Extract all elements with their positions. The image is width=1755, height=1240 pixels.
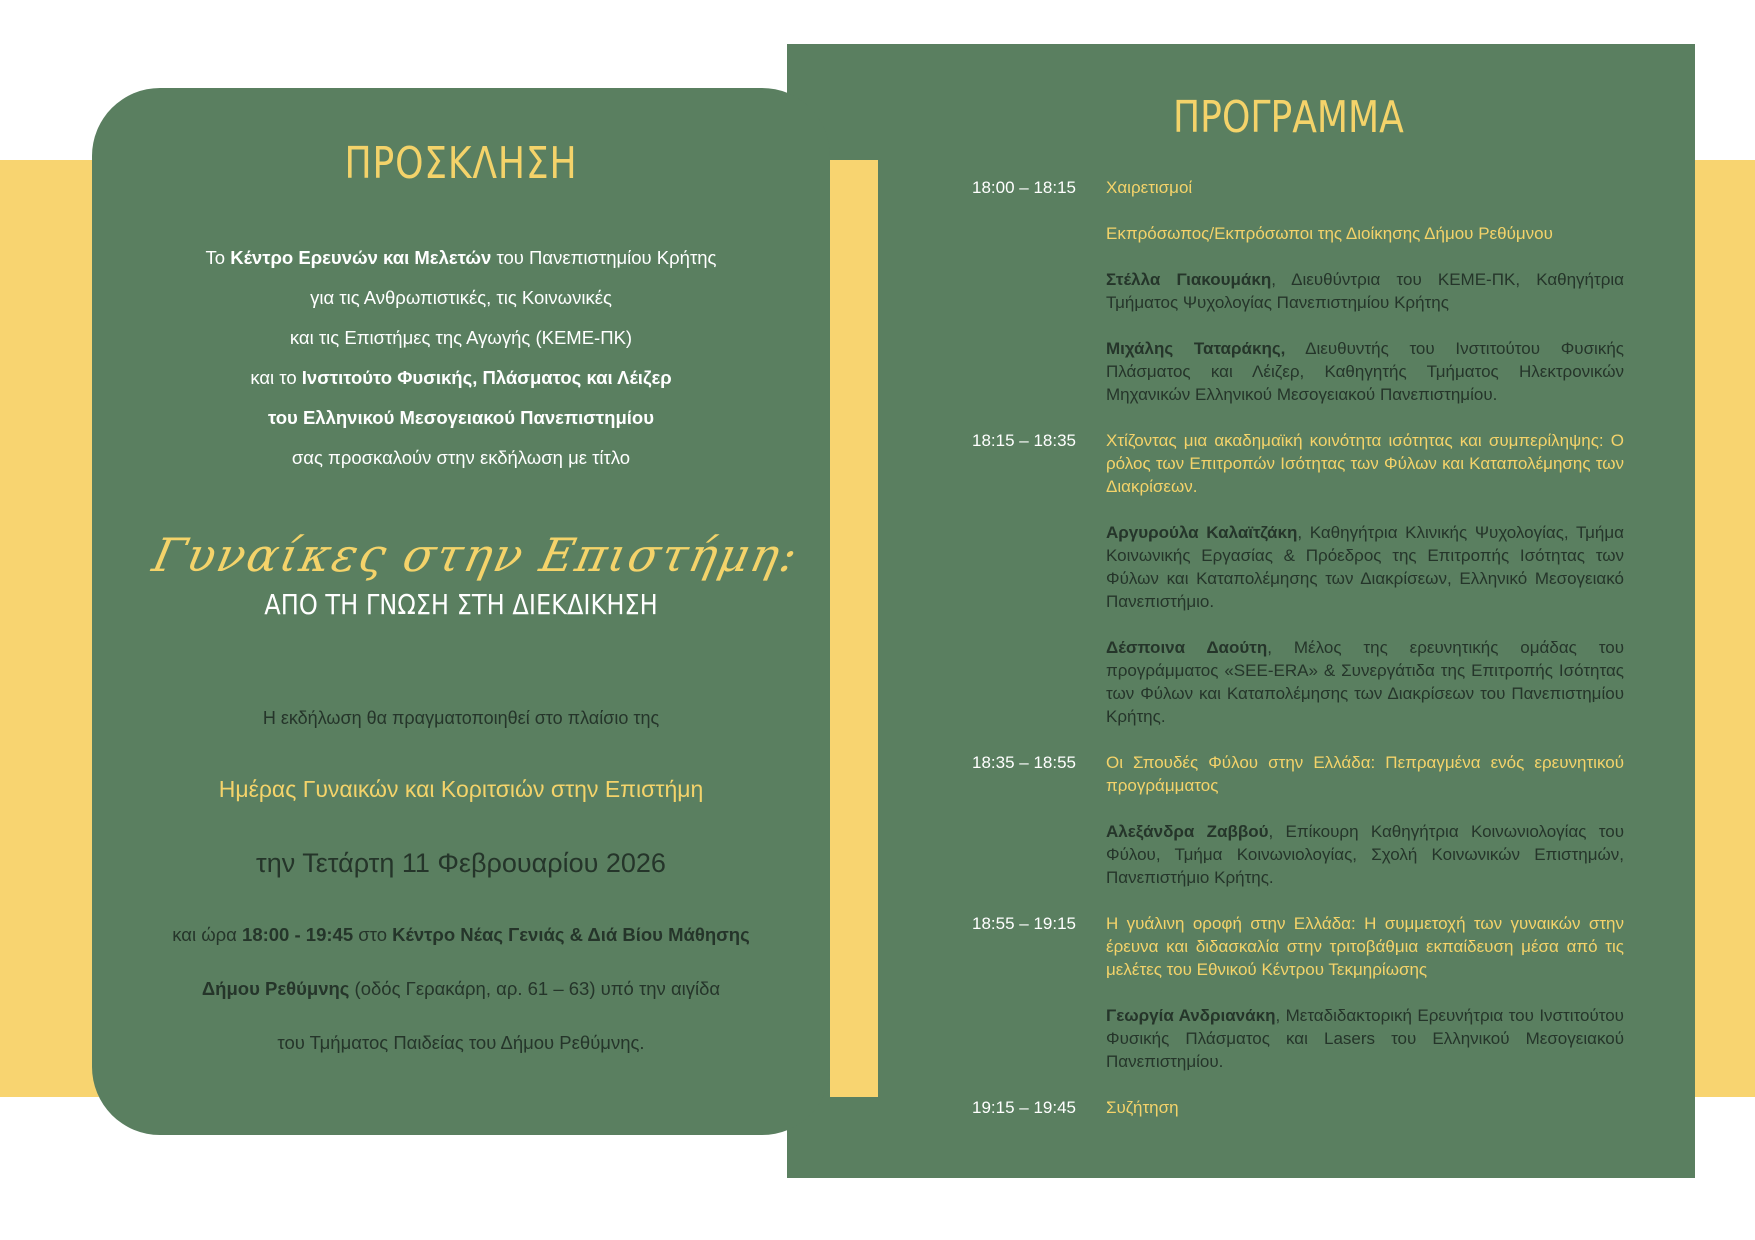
program-title: ΠΡΟΓΡΑΜΜΑ <box>1173 92 1404 143</box>
venue-line: Δήμου Ρεθύμνης (οδός Γερακάρη, αρ. 61 – 63) υπό την αιγίδα <box>201 978 721 999</box>
venue-line: και ώρα 18:00 - 19:45 στο Κέντρο Νέας Γενιάς & Διά Βίου Μάθησης <box>172 924 750 945</box>
context-line: Η εκδήλωση θα πραγματοποιηθεί στο πλαίσιο της <box>262 708 660 728</box>
slot-topic: Οι Σπουδές Φύλου στην Ελλάδα: Πεπραγμένα ενός ερευνητικού προγράμματος <box>1106 753 1624 795</box>
speaker-name: Γεωργία Ανδριανάκη <box>1106 1006 1276 1025</box>
slot-time: 18:35 – 18:55 <box>972 753 1076 772</box>
intro-line: σας προσκαλούν στην εκδήλωση με τίτλο <box>291 447 631 468</box>
venue-line: του Τμήματος Παιδείας του Δήμου Ρεθύμνης. <box>277 1032 645 1053</box>
speaker-entry: Αργυρούλα Καλαϊτζάκη, Καθηγήτρια Κλινικής Ψυχολογίας, Τμήμα Κοινωνικής Εργασίας & Πρόεδρος της Επιτροπής Ισότητας των Φύλων και Καταπολέμησης των Διακρίσεων, Ελληνικό Μεσογειακό Πανεπιστήμιο. <box>1106 523 1624 611</box>
speaker-entry: Γεωργία Ανδριανάκη, Μεταδιδακτορική Ερευνήτρια του Ινστιτούτου Φυσικής Πλάσματος και Lasers του Ελληνικού Μεσογειακού Πανεπιστημίου. <box>1106 1006 1624 1071</box>
slot-time: 18:55 – 19:15 <box>972 914 1076 933</box>
slot-topic: Χτίζοντας μια ακαδημαϊκή κοινότητα ισότητας και συμπερίληψης: Ο ρόλος των Επιτροπών Ισότητας των Φύλων και Καταπολέμησης των Διακρίσεων. <box>1106 431 1624 496</box>
speaker-name: Αργυρούλα Καλαϊτζάκη <box>1106 523 1298 542</box>
speaker-name: Δέσποινα Δαούτη <box>1106 638 1268 657</box>
slot-topic: Χαιρετισμοί <box>1106 178 1193 197</box>
speaker-name: Αλεξάνδρα Ζαββού <box>1106 822 1269 841</box>
intro-line: και τις Επιστήμες της Αγωγής (ΚΕΜΕ-ΠΚ) <box>289 327 633 348</box>
speaker-entry: Μιχάλης Ταταράκης, Διευθυντής του Ινστιτούτου Φυσικής Πλάσματος και Λέιζερ, Καθηγητής Τμήματος Ηλεκτρονικών Μηχανικών Ελληνικού Μεσογειακού Πανεπιστημίου. <box>1106 339 1624 404</box>
intro-line: για τις Ανθρωπιστικές, τις Κοινωνικές <box>310 287 612 308</box>
schedule-slot <box>972 176 1624 406</box>
intro-line: Το Κέντρο Ερευνών και Μελετών του Πανεπιστημίου Κρήτης <box>205 247 717 268</box>
invitation-title: ΠΡΟΣΚΛΗΣΗ <box>344 138 578 189</box>
slot-time: 18:15 – 18:35 <box>972 431 1076 450</box>
slot-topic: Συζήτηση <box>1106 1098 1179 1117</box>
program-schedule <box>972 176 1624 1142</box>
invitation-card <box>92 88 830 1135</box>
slot-topic: Η γυάλινη οροφή στην Ελλάδα: Η συμμετοχή των γυναικών στην έρευνα και διδασκαλία στην τριτοβάθμια εκπαίδευση μέσα από τις μελέτες του Εθνικού Κέντρου Τεκμηρίωσης <box>1106 914 1624 979</box>
invitation-intro <box>92 238 830 478</box>
speaker-entry: Δέσποινα Δαούτη, Μέλος της ερευνητικής ομάδας του προγράμματος «SEE-ERA» & Συνεργάτιδα της Επιτροπής Ισότητας των Φύλων και Καταπολέμησης των Διακρίσεων του Πανεπιστημίου Κρήτης. <box>1106 638 1624 726</box>
schedule-slot <box>972 1096 1624 1119</box>
slot-time: 18:00 – 18:15 <box>972 178 1076 197</box>
slot-time: 19:15 – 19:45 <box>972 1098 1076 1117</box>
intro-line: του Ελληνικού Μεσογειακού Πανεπιστημίου <box>268 407 654 428</box>
schedule-slot <box>972 912 1624 1073</box>
event-subtitle: ΑΠΟ ΤΗ ΓΝΩΣΗ ΣΤΗ ΔΙΕΚΔΙΚΗΣΗ <box>264 588 658 621</box>
event-title-script: Γυναίκες στην Επιστήμη: <box>148 528 804 582</box>
speaker-entry: Εκπρόσωπος/Εκπρόσωποι της Διοίκησης Δήμου Ρεθύμνου <box>1106 224 1553 243</box>
observance-day-name: Ημέρας Γυναικών και Κοριτσιών στην Επιστήμη <box>218 776 704 802</box>
speaker-entry: Στέλλα Γιακουμάκη, Διευθύντρια του ΚΕΜΕ-ΠΚ, Καθηγήτρια Τμήματος Ψυχολογίας Πανεπιστημίου Κρήτης <box>1106 270 1625 312</box>
speaker-name: Μιχάλης Ταταράκης, <box>1106 339 1286 358</box>
venue-details <box>92 908 830 1070</box>
speaker-name: Στέλλα Γιακουμάκη <box>1106 270 1272 289</box>
speaker-entry: Αλεξάνδρα Ζαββού, Επίκουρη Καθηγήτρια Κοινωνιολογίας του Φύλου, Τμήμα Κοινωνιολογίας, Σχολή Κοινωνικών Επιστημών, Πανεπιστήμιο Κρήτης. <box>1106 822 1624 887</box>
schedule-slot <box>972 429 1624 728</box>
event-date: την Τετάρτη 11 Φεβρουαρίου 2026 <box>256 848 666 878</box>
intro-line: και το Ινστιτούτο Φυσικής, Πλάσματος και Λέιζερ <box>250 367 672 388</box>
schedule-slot <box>972 751 1624 889</box>
